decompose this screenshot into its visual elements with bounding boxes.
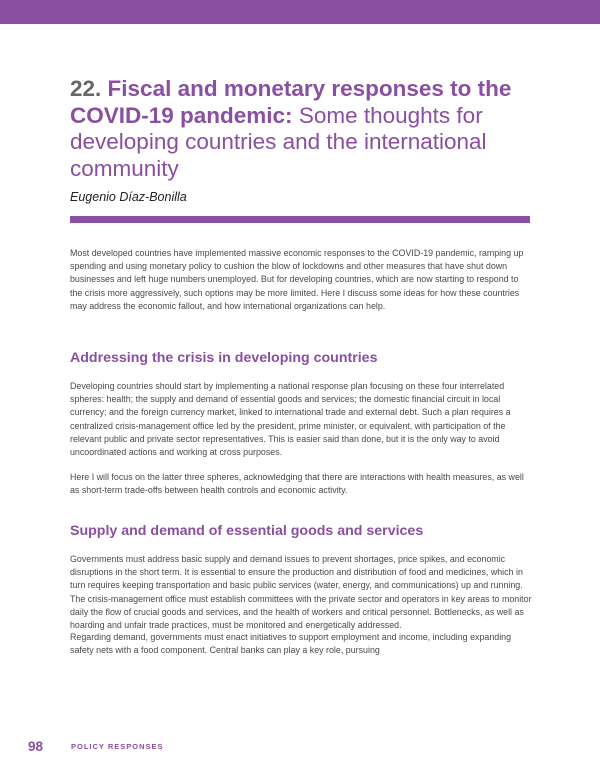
chapter-title-subtitle: Some thoughts for developing countries and the international community	[70, 102, 487, 181]
body-paragraph: Regarding demand, governments must enact initiatives to support employment and income, including expanding safety nets with a food component. Central banks can play a key role, pursuing	[70, 632, 512, 656]
chapter-title-main: Fiscal and monetary responses to the COVID-19 pandemic:	[70, 76, 512, 128]
page-number: 98	[28, 739, 44, 754]
running-footer-label: POLICY RESPONSES	[71, 742, 164, 751]
title-divider	[70, 216, 530, 223]
body-paragraph: Governments must address basic supply and demand issues to prevent shortages, price spikes, and economic disruptions in the short term. It is essential to ensure the production and distribution of food and medicines, which in turn requires keeping transportation and basic public services (water, energy, and communications) up and running. The crisis-management office must establish committees with the private sector and operators in key areas to monitor daily the flow of crucial goods and services, and the health of workers and critical personnel. Bottlenecks, as well as hoarding and unfair trade practices, must be monitored and energetically addressed.	[70, 554, 532, 631]
body-paragraph: Developing countries should start by implementing a national response plan focusing on these four interrelated spheres: health; the supply and demand of essential goods and services; the domestic financial circuit in local currency; and the foreign currency market, linked to international trade and external debt. Such a plan requires a centralized crisis-management office led by the president, prime minister, or equivalent, with participation of the relevant public and private sector representatives. This is easier said than done, but it is the only way to avoid uncoordinated actions and working at cross purposes.	[70, 381, 511, 458]
author-name: Eugenio Díaz-Bonilla	[70, 190, 187, 204]
top-color-band	[0, 0, 600, 24]
chapter-title	[70, 76, 540, 182]
body-paragraph: Here I will focus on the latter three spheres, acknowledging that there are interactions with health measures, as well as short-term trade-offs between health controls and economic activity.	[70, 472, 524, 496]
section-heading: Addressing the crisis in developing countries	[70, 350, 378, 366]
intro-paragraph: Most developed countries have implemented massive economic responses to the COVID-19 pandemic, ramping up spending and using monetary policy to cushion the blow of lockdowns and other measures that have shut down businesses and left huge numbers unemployed. But for developing countries, which are now starting to respond to the crisis more aggressively, such options may be more limited. Here I discuss some ideas for how these countries may address the economic fallout, and how international organizations can help.	[70, 248, 524, 311]
chapter-number: 22.	[70, 76, 102, 101]
section-heading: Supply and demand of essential goods and services	[70, 523, 424, 539]
